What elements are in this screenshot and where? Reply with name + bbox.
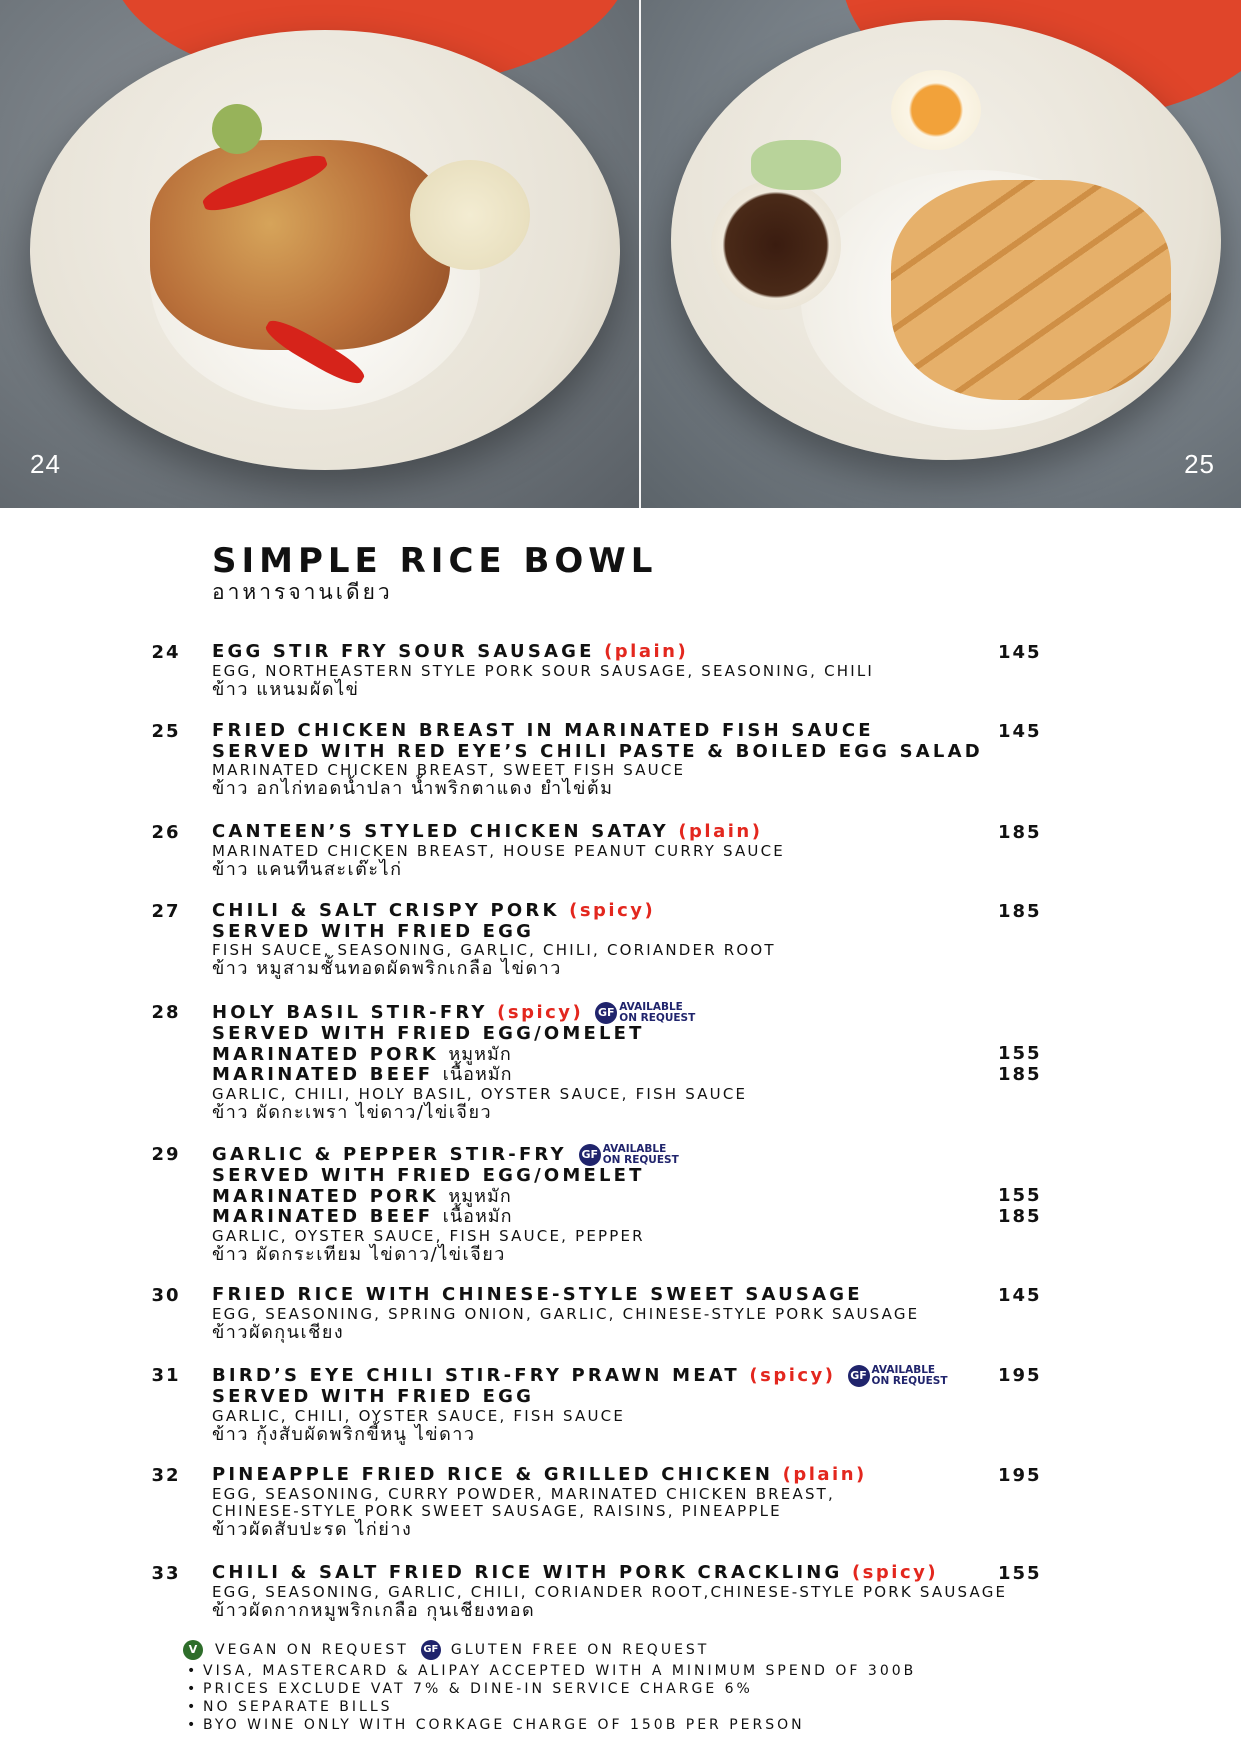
- item-description: EGG, SEASONING, SPRING ONION, GARLIC, CHINESE-STYLE PORK SAUSAGE: [212, 1304, 920, 1323]
- plain-tag: (plain): [678, 821, 763, 842]
- gf-available-badge: [595, 1002, 695, 1024]
- section-title: SIMPLE RICE BOWL: [212, 541, 658, 581]
- item-description-line2: CHINESE-STYLE PORK SWEET SAUSAGE, RAISINS, PINEAPPLE: [212, 1501, 782, 1520]
- vegan-label: VEGAN ON REQUEST: [215, 1642, 409, 1658]
- photo-number: 24: [30, 449, 61, 479]
- gluten-free-icon: GF: [595, 1002, 617, 1024]
- option-row[interactable]: [212, 1045, 992, 1066]
- option-price: 185: [998, 1205, 1042, 1227]
- policy-note: • PRICES EXCLUDE VAT 7% & DINE-IN SERVICE CHARGE 6%: [183, 1680, 916, 1698]
- badge-line1: AVAILABLE: [602, 1143, 667, 1155]
- option-label: MARINATED BEEF: [212, 1064, 434, 1085]
- item-price: 195: [998, 1365, 1042, 1386]
- dietary-legend: [183, 1640, 916, 1660]
- item-description: GARLIC, CHILI, HOLY BASIL, OYSTER SAUCE, FISH SAUCE: [212, 1084, 748, 1103]
- spicy-tag: (spicy): [749, 1365, 836, 1386]
- gf-available-badge: [579, 1144, 679, 1166]
- option-thai: เนื้อหมัก: [442, 1206, 513, 1227]
- section-subtitle-thai: อาหารจานเดียว: [212, 580, 393, 604]
- option-label: MARINATED PORK: [212, 1043, 439, 1065]
- badge-line1: AVAILABLE: [871, 1364, 936, 1376]
- item-title: GARLIC & PEPPER STIR-FRY: [212, 1144, 567, 1165]
- item-price: 185: [998, 822, 1042, 843]
- option-price: 155: [998, 1043, 1042, 1064]
- option-label: MARINATED PORK: [212, 1185, 439, 1207]
- item-title: PINEAPPLE FRIED RICE & GRILLED CHICKEN: [212, 1464, 774, 1485]
- option-price: 185: [998, 1063, 1042, 1085]
- item-number: 27: [151, 901, 181, 922]
- item-number: 24: [151, 642, 181, 663]
- item-title-line2: SERVED WITH FRIED EGG: [212, 920, 535, 942]
- item-title-line2: SERVED WITH FRIED EGG: [212, 1386, 535, 1407]
- option-row[interactable]: [212, 1207, 992, 1228]
- option-row[interactable]: [212, 1187, 992, 1208]
- policy-note: • BYO WINE ONLY WITH CORKAGE CHARGE OF 150B PER PERSON: [183, 1716, 916, 1734]
- spicy-tag: (spicy): [569, 900, 656, 921]
- section-heading: [212, 542, 657, 604]
- item-thai-name: ข้าวผัดสับปะรด ไก่ย่าง: [212, 1518, 413, 1540]
- item-title: CANTEEN’S STYLED CHICKEN SATAY: [212, 821, 669, 842]
- item-thai-name: ข้าว ผัดกระเทียม ไข่ดาว/ไข่เจียว: [212, 1243, 506, 1265]
- item-title: FRIED RICE WITH CHINESE-STYLE SWEET SAUSAGE: [212, 1284, 863, 1305]
- item-thai-name: ข้าว อกไก่ทอดน้ำปลา น้ำพริกตาแดง ยำไข่ต้ม: [212, 778, 614, 799]
- plain-tag: (plain): [782, 1464, 867, 1485]
- item-description: EGG, SEASONING, GARLIC, CHILI, CORIANDER ROOT,CHINESE-STYLE PORK SAUSAGE: [212, 1582, 1008, 1601]
- dish-photo-24: [0, 0, 639, 508]
- item-title: CHILI & SALT FRIED RICE WITH PORK CRACKLING: [212, 1562, 843, 1583]
- item-thai-name: ข้าวผัดกุนเชียง: [212, 1321, 345, 1343]
- option-row[interactable]: [212, 1065, 992, 1086]
- spicy-tag: (spicy): [851, 1562, 939, 1583]
- item-description: MARINATED CHICKEN BREAST, HOUSE PEANUT CURRY SAUCE: [212, 841, 785, 860]
- badge-line1: AVAILABLE: [619, 1001, 683, 1013]
- item-number: 30: [151, 1285, 181, 1306]
- item-description: GARLIC, OYSTER SAUCE, FISH SAUCE, PEPPER: [212, 1226, 645, 1245]
- option-thai: หมูหมัก: [448, 1185, 512, 1207]
- item-title-line2: SERVED WITH RED EYE’S CHILI PASTE & BOILED EGG SALAD: [212, 740, 983, 762]
- item-description: EGG, SEASONING, CURRY POWDER, MARINATED CHICKEN BREAST,: [212, 1484, 835, 1503]
- item-price: 145: [998, 721, 1042, 742]
- spicy-tag: (spicy): [497, 1002, 584, 1023]
- option-thai: หมูหมัก: [448, 1043, 512, 1065]
- item-price: 155: [998, 1563, 1042, 1584]
- item-title: BIRD’S EYE CHILI STIR-FRY PRAWN MEAT: [212, 1365, 740, 1386]
- policy-note: • VISA, MASTERCARD & ALIPAY ACCEPTED WITH A MINIMUM SPEND OF 300B: [183, 1662, 916, 1680]
- item-thai-name: ข้าว หมูสามชั้นทอดผัดพริกเกลือ ไข่ดาว: [212, 958, 562, 979]
- item-number: 25: [151, 721, 181, 742]
- option-price: 155: [998, 1185, 1042, 1206]
- item-title-line2: SERVED WITH FRIED EGG/OMELET: [212, 1023, 645, 1044]
- item-title: CHILI & SALT CRISPY PORK: [212, 900, 560, 921]
- item-thai-name: ข้าว แคนทีนสะเต๊ะไก่: [212, 858, 403, 880]
- gf-available-badge: [848, 1365, 948, 1387]
- item-number: 31: [151, 1365, 181, 1386]
- option-thai: เนื้อหมัก: [442, 1064, 513, 1085]
- gluten-free-icon: GF: [579, 1144, 601, 1166]
- item-thai-name: ข้าว กุ้งสับผัดพริกขี้หนู ไข่ดาว: [212, 1423, 476, 1445]
- item-number: 33: [151, 1563, 181, 1584]
- plain-tag: (plain): [604, 641, 689, 662]
- item-price: 145: [998, 642, 1042, 663]
- badge-line2: ON REQUEST: [602, 1154, 679, 1166]
- gluten-free-icon: GF: [848, 1365, 870, 1387]
- item-title-line2: SERVED WITH FRIED EGG/OMELET: [212, 1165, 645, 1186]
- photo-strip: [0, 0, 1241, 508]
- gluten-free-icon: GF: [421, 1640, 441, 1660]
- item-number: 26: [151, 822, 181, 843]
- policy-note: • NO SEPARATE BILLS: [183, 1698, 916, 1716]
- item-description: FISH SAUCE, SEASONING, GARLIC, CHILI, CORIANDER ROOT: [212, 941, 776, 959]
- item-thai-name: ข้าว ผัดกะเพรา ไข่ดาว/ไข่เจียว: [212, 1101, 493, 1123]
- item-price: 195: [998, 1465, 1042, 1486]
- item-number: 28: [151, 1002, 181, 1023]
- item-title: HOLY BASIL STIR-FRY: [212, 1002, 488, 1023]
- item-description: EGG, NORTHEASTERN STYLE PORK SOUR SAUSAGE, SEASONING, CHILI: [212, 661, 875, 680]
- vegan-icon: V: [183, 1640, 203, 1660]
- option-label: MARINATED BEEF: [212, 1206, 434, 1227]
- photo-number: 25: [1184, 449, 1215, 479]
- menu-footer: [183, 1640, 916, 1734]
- item-thai-name: ข้าวผัดกากหมูพริกเกลือ กุนเชียงทอด: [212, 1599, 536, 1621]
- item-price: 145: [998, 1285, 1042, 1306]
- item-description: GARLIC, CHILI, OYSTER SAUCE, FISH SAUCE: [212, 1406, 626, 1425]
- item-number: 29: [151, 1144, 181, 1165]
- item-thai-name: ข้าว แหนมผัดไข่: [212, 678, 360, 700]
- item-title: FRIED CHICKEN BREAST IN MARINATED FISH SAUCE: [212, 720, 874, 741]
- item-number: 32: [151, 1465, 181, 1486]
- policy-notes: [183, 1662, 916, 1734]
- gluten-free-label: GLUTEN FREE ON REQUEST: [450, 1642, 710, 1658]
- item-description: MARINATED CHICKEN BREAST, SWEET FISH SAUCE: [212, 761, 686, 779]
- badge-line2: ON REQUEST: [871, 1375, 948, 1387]
- item-title: EGG STIR FRY SOUR SAUSAGE: [212, 641, 595, 662]
- dish-photo-25: [639, 0, 1241, 508]
- item-price: 185: [998, 901, 1042, 922]
- badge-line2: ON REQUEST: [619, 1012, 696, 1024]
